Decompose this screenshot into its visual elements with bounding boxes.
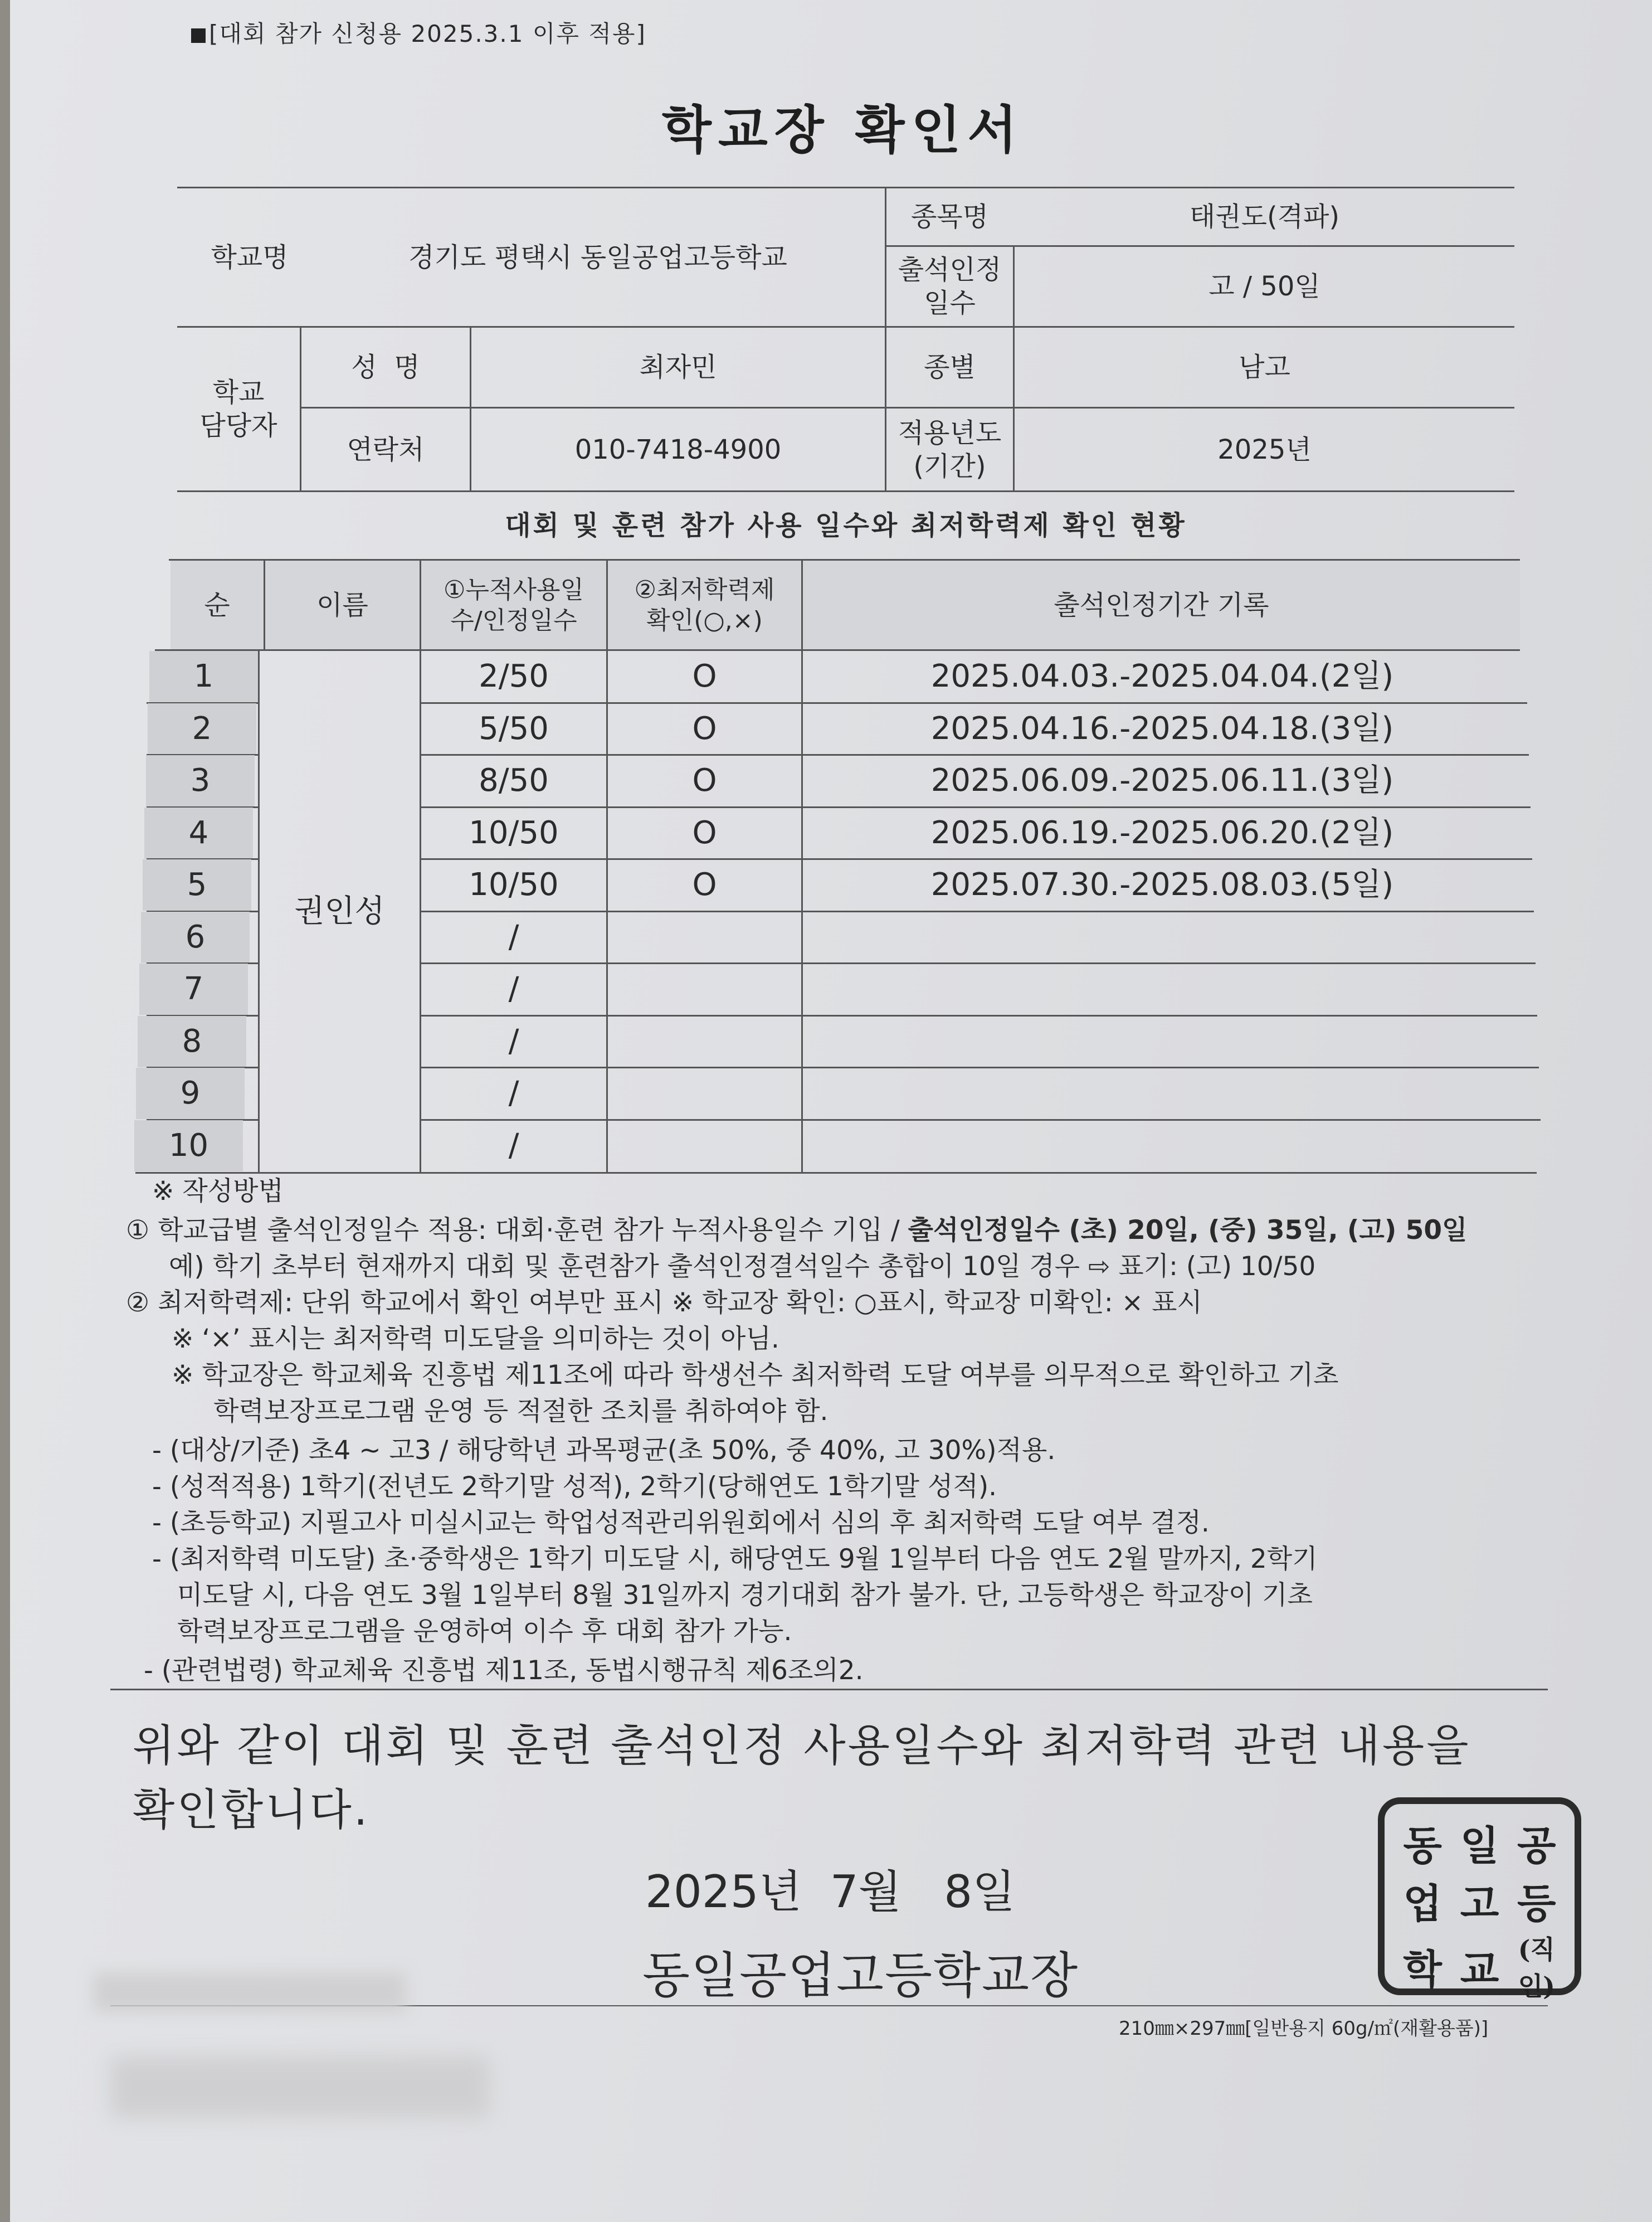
note-3: ※ ‘×’ 표시는 최저학력 미도달을 의미하는 것이 아님. (172, 1324, 779, 1354)
manager-name-value: 최자민 (639, 352, 717, 383)
col-header-no: 순 (170, 561, 264, 649)
row-period: 2025.07.30.-2025.08.03.(5일) (930, 867, 1394, 903)
attend-days-label (886, 247, 1013, 326)
row-min-check: O (692, 762, 717, 799)
row-number: 2 (148, 703, 256, 755)
row-period: 2025.04.16.-2025.04.18.(3일) (930, 711, 1394, 747)
row-cumulative: 2/50 (479, 658, 549, 694)
row-cumulative: / (508, 1023, 519, 1059)
row-period (803, 964, 1522, 1015)
row-number: 7 (139, 964, 248, 1015)
apply-year-value: 2025년 (1217, 434, 1312, 465)
divider (110, 1689, 1548, 1690)
seal-char: 공 (1517, 1821, 1556, 1869)
row-period (803, 1068, 1522, 1119)
detail-5: - (관련법령) 학교체육 진흥법 제11조, 동법시행규칙 제6조의2. (144, 1655, 864, 1686)
manager-label-line2: 담당자 (199, 410, 277, 441)
manager-name-label: 성 명 (351, 352, 420, 383)
paper-spec: 210㎜×297㎜[일반용지 60g/㎡(재활용품)] (1119, 2017, 1489, 2040)
note-2: ② 최저학력제: 단위 학교에서 확인 여부만 표시 ※ 학교장 확인: ○표시, 학교장 미확인: × 표시 (126, 1287, 1202, 1318)
note-4b: 학력보장프로그램 운영 등 적절한 조치를 취하여야 함. (213, 1396, 829, 1427)
official-seal-text (1394, 1813, 1565, 2001)
square-bullet-icon (191, 28, 206, 43)
school-value: 경기도 평택시 동일공업고등학교 (408, 241, 787, 273)
detail-3: - (초등학교) 지필고사 미실시교는 학업성적관리위원회에서 심의 후 최저학력 도달 여부 결정. (152, 1508, 1210, 1538)
row-period: 2025.06.19.-2025.06.20.(2일) (930, 815, 1394, 851)
manager-label (177, 328, 300, 490)
category-label: 종별 (924, 352, 976, 383)
principal-name: 동일공업고등학교장 (642, 1947, 1079, 2004)
attend-days-value: 고 / 50일 (1208, 271, 1320, 302)
redacted-area (94, 1973, 406, 2012)
form-tag (191, 16, 646, 49)
seal-char: 학 (1403, 1945, 1442, 1993)
attend-days-label-line2: 일수 (924, 288, 976, 319)
row-number: 4 (144, 808, 253, 859)
confirm-line-2: 확인합니다. (133, 1785, 370, 1835)
row-number: 10 (134, 1120, 243, 1171)
detail-2: - (성적적용) 1학기(전년도 2학기말 성적), 2학기(당해연도 1학기말 성적). (152, 1471, 997, 1502)
col-header-min-academic-line2: 확인(○,×) (646, 606, 763, 635)
row-min-check: O (692, 711, 717, 747)
row-min-check (608, 912, 801, 963)
redacted-area (110, 2056, 489, 2118)
col-header-cumulative (421, 561, 606, 649)
row-period: 2025.06.09.-2025.06.11.(3일) (930, 762, 1394, 799)
contact-label: 연락처 (347, 434, 425, 465)
apply-year-label-line2: (기간) (913, 450, 986, 482)
row-number: 6 (141, 912, 250, 963)
col-header-cumulative-line1: ①누적사용일 (444, 575, 584, 604)
manager-label-line1: 학교 (212, 377, 265, 408)
event-value: 태권도(격파) (1189, 201, 1340, 232)
row-number: 3 (146, 755, 255, 806)
row-period: 2025.04.03.-2025.04.04.(2일) (930, 658, 1394, 694)
table-bottom-rule (135, 1172, 1537, 1174)
attend-days-label-line1: 출석인정 (898, 254, 1002, 285)
col-header-min-academic (608, 561, 801, 649)
confirm-line-1: 위와 같이 대회 및 훈련 출석인정 사용일수와 최저학력 관련 내용을 (133, 1721, 1471, 1771)
contact-value: 010-7418-4900 (574, 434, 782, 465)
col-header-min-academic-line1: ②최저학력제 (634, 575, 775, 604)
row-cumulative: / (508, 1075, 519, 1111)
page-title: 학교장 확인서 (662, 100, 1024, 160)
seal-char: 교 (1460, 1945, 1499, 1993)
note-1 (126, 1209, 1467, 1247)
col-header-cumulative-line2: 수/인정일수 (450, 606, 577, 635)
official-seal-stamp (1378, 1797, 1581, 2001)
row-number: 8 (138, 1016, 246, 1067)
row-cumulative: / (508, 1127, 519, 1164)
seal-char: 동 (1403, 1821, 1442, 1869)
category-value: 남고 (1239, 352, 1290, 383)
row-cumulative: 8/50 (479, 762, 549, 799)
seal-char: (직인) (1518, 1934, 1555, 2001)
row-cumulative: / (508, 971, 519, 1007)
form-tag-text: [대회 참가 신청용 2025.3.1 이후 적용] (209, 20, 646, 47)
note-1-text: ① 학교급별 출석인정일수 적용: 대회·훈련 참가 누적사용일수 기입 / (126, 1215, 908, 1246)
col-header-period: 출석인정기간 기록 (803, 561, 1520, 649)
apply-year-label (886, 409, 1013, 490)
seal-char: 업 (1403, 1879, 1442, 1927)
row-cumulative: 5/50 (479, 711, 549, 747)
detail-4c: 학력보장프로그램을 운영하여 이수 후 대회 참가 가능. (177, 1616, 792, 1647)
seal-char: 고 (1460, 1879, 1499, 1927)
row-min-check (608, 1068, 801, 1119)
notes-heading: ※ 작성방법 (152, 1176, 284, 1207)
row-period (803, 1016, 1522, 1067)
school-label: 학교명 (211, 241, 289, 273)
document-page (10, 0, 1652, 2222)
detail-4a: - (최저학력 미도달) 초·중학생은 1학기 미도달 시, 해당연도 9월 1일부터 다음 연도 2월 말까지, 2학기 (152, 1544, 1318, 1574)
row-period (803, 1120, 1522, 1171)
row-number: 9 (136, 1068, 245, 1119)
seal-char: 등 (1517, 1879, 1556, 1927)
row-min-check (608, 1120, 801, 1171)
row-min-check: O (692, 867, 717, 903)
student-name: 권인성 (294, 893, 385, 930)
confirm-date: 2025년 7월 8일 (645, 1866, 1016, 1918)
row-min-check: O (692, 658, 717, 694)
note-1-example: 예) 학기 초부터 현재까지 대회 및 훈련참가 출석인정결석일수 총합이 10일 경우 ⇨ 표기: (고) 10/50 (169, 1251, 1316, 1282)
detail-4b: 미도달 시, 다음 연도 3월 1일부터 8월 31일까지 경기대회 참가 불가. 단, 고등학생은 학교장이 기초 (177, 1580, 1313, 1611)
row-cumulative: 10/50 (469, 815, 559, 851)
note-4a: ※ 학교장은 학교체육 진흥법 제11조에 따라 학생선수 최저학력 도달 여부를 의무적으로 확인하고 기초 (172, 1360, 1339, 1390)
row-number: 1 (149, 651, 258, 702)
seal-char: 일 (1460, 1821, 1499, 1869)
row-min-check: O (692, 815, 717, 851)
row-number: 5 (143, 859, 251, 911)
apply-year-label-line1: 적용년도 (898, 417, 1002, 449)
detail-1: - (대상/기준) 초4 ~ 고3 / 해당학년 과목평균(초 50%, 중 40%, 고 30%)적용. (152, 1435, 1056, 1466)
note-1-bold: 출석인정일수 (초) 20일, (중) 35일, (고) 50일 (908, 1215, 1468, 1246)
row-min-check (608, 1016, 801, 1067)
row-cumulative: 10/50 (469, 867, 559, 903)
row-period (803, 912, 1522, 963)
row-min-check (608, 964, 801, 1015)
row-cumulative: / (508, 919, 519, 955)
col-header-name: 이름 (265, 561, 420, 649)
status-section-title: 대회 및 훈련 참가 사용 일수와 최저학력제 확인 현황 (505, 510, 1187, 541)
event-label: 종목명 (910, 201, 989, 232)
